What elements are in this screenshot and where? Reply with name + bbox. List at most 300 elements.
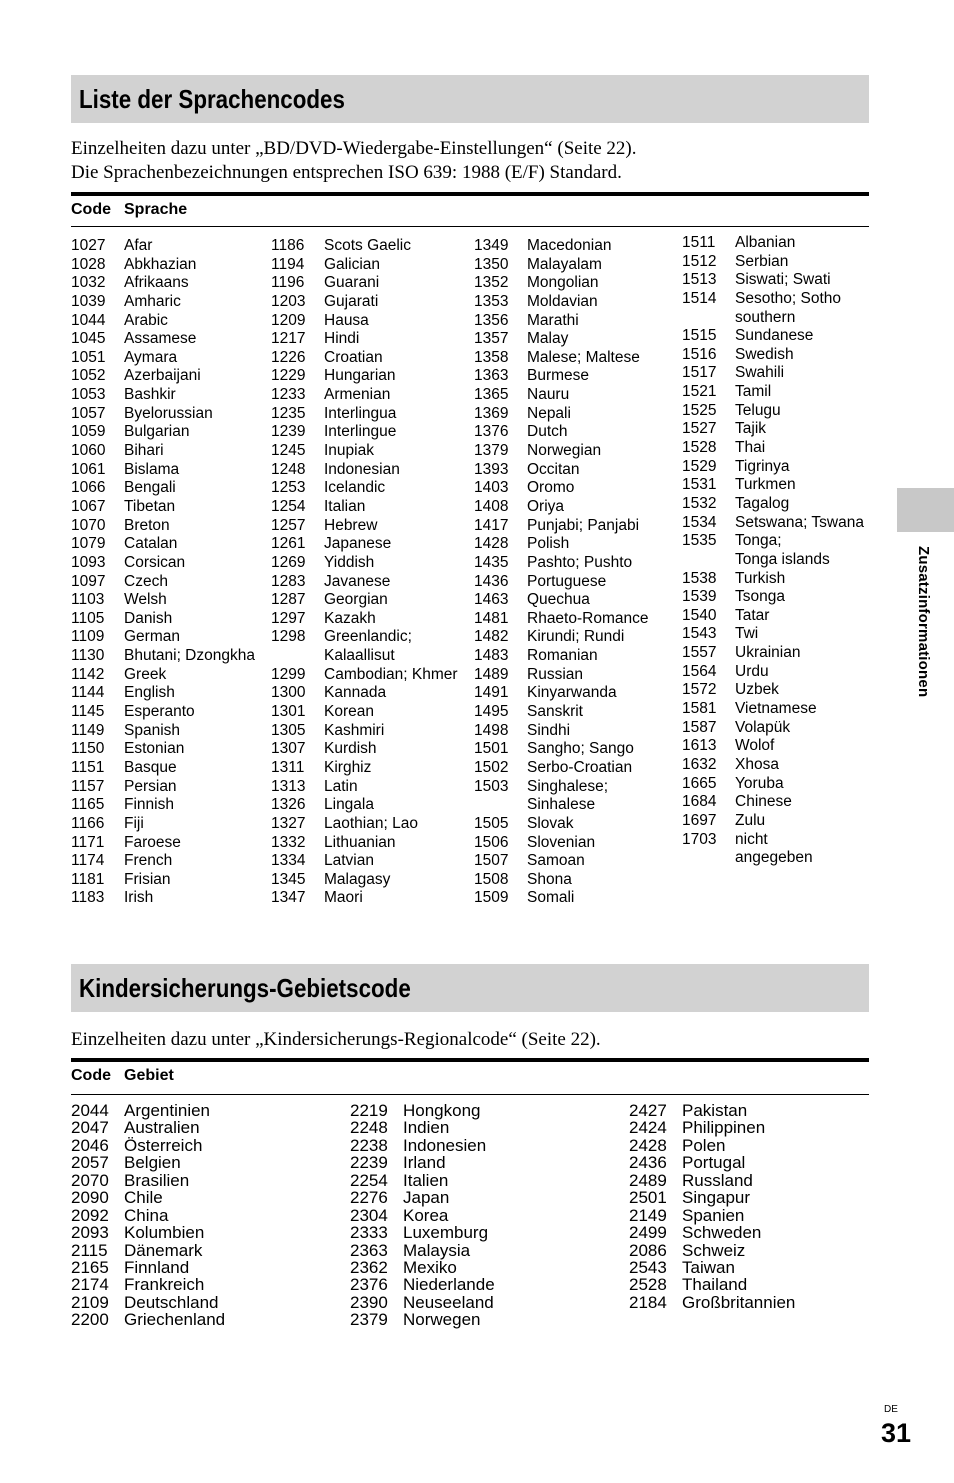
code-cell: 1327	[271, 814, 306, 832]
code-cell: 1287	[271, 591, 306, 609]
code-cell: 2276	[350, 1188, 388, 1208]
code-cell: 1501	[474, 740, 509, 758]
name-cell: Breton	[124, 516, 170, 534]
code-cell: 1514	[682, 289, 717, 307]
name-cell: Aymara	[124, 348, 178, 366]
code-cell: 1311	[271, 758, 305, 776]
name-cell: Tibetan	[124, 497, 176, 515]
code-cell: 1379	[474, 442, 509, 460]
code-cell: 1535	[682, 532, 717, 550]
name-cell: Basque	[124, 758, 177, 776]
side-label	[910, 546, 932, 721]
name-cell: Slovenian	[527, 833, 596, 851]
header-region-code: Code	[71, 1067, 111, 1084]
name-cell: Greek	[124, 665, 167, 683]
code-cell: 1417	[474, 516, 509, 534]
code-cell: 1349	[474, 237, 509, 254]
name-cell: Finnland	[124, 1257, 190, 1277]
code-cell: 1059	[71, 423, 106, 441]
name-cell: Marathi	[527, 311, 579, 329]
name-cell: Brasilien	[124, 1170, 190, 1190]
name-cell: Kinyarwanda	[527, 684, 617, 702]
section-title-region-codes: Kindersicherungs-Gebietscode	[79, 973, 411, 1003]
code-cell: 2070	[71, 1170, 109, 1190]
code-cell: 1506	[474, 833, 509, 851]
name-cell: Singhalese;	[527, 777, 609, 795]
code-cell: 1196	[271, 274, 305, 292]
code-cell: 1261	[271, 535, 306, 553]
code-cell: 1028	[71, 255, 106, 273]
intro-text-region: Einzelheiten dazu unter „Kindersicherungs-Regionalcode“ (Seite 22).	[71, 1029, 601, 1050]
code-cell: 1145	[71, 703, 105, 721]
code-cell: 2543	[629, 1257, 667, 1277]
code-cell: 1507	[474, 852, 509, 870]
name-cell: Hebrew	[324, 516, 378, 534]
code-cell: 1235	[271, 404, 306, 422]
code-cell: 2200	[71, 1310, 109, 1330]
code-cell: 1313	[271, 777, 306, 795]
code-cell: 2362	[350, 1257, 388, 1277]
name-cell: Serbian	[735, 252, 789, 270]
name-cell: Griechenland	[124, 1310, 226, 1330]
name-cell: Russian	[527, 665, 583, 683]
name-cell: Icelandic	[324, 479, 386, 497]
name-cell: Korea	[403, 1205, 449, 1225]
code-cell: 1334	[271, 852, 306, 870]
code-cell: 1539	[682, 588, 717, 606]
code-cell: 1350	[474, 255, 509, 273]
code-cell: 1257	[271, 516, 306, 534]
name-cell: Indonesien	[403, 1135, 487, 1155]
name-cell: Tamil	[735, 383, 772, 401]
code-cell: 1045	[71, 330, 106, 348]
code-cell: 1149	[71, 721, 105, 739]
code-cell: 1572	[682, 681, 717, 699]
name-cell: Portugal	[682, 1153, 746, 1173]
code-cell: 2115	[71, 1240, 108, 1260]
code-cell: 1093	[71, 553, 106, 571]
section-banner-language-codes	[71, 75, 869, 123]
name-cell: Tsonga	[735, 588, 785, 606]
code-cell: 1053	[71, 386, 106, 404]
code-cell: 1521	[682, 383, 717, 401]
name-cell: Xhosa	[735, 755, 779, 773]
name-cell: Interlingue	[324, 423, 397, 441]
code-cell: 1489	[474, 665, 509, 683]
code-cell: 1217	[271, 330, 306, 348]
code-cell: 2428	[629, 1135, 667, 1155]
name-cell: Armenian	[324, 386, 391, 404]
code-cell: 2239	[350, 1153, 388, 1173]
name-cell: southern	[735, 308, 796, 326]
name-cell: Niederlande	[403, 1275, 495, 1295]
code-cell: 1245	[271, 442, 306, 460]
code-cell: 1403	[474, 479, 509, 497]
name-cell: Sesotho; Sotho	[735, 289, 841, 307]
page-number: 31	[881, 1418, 912, 1448]
name-cell: Rhaeto-Romance	[527, 609, 649, 627]
code-cell: 2109	[71, 1292, 109, 1312]
name-cell: Assamese	[124, 330, 197, 348]
name-cell: Nepali	[527, 404, 571, 422]
name-cell: Albanian	[735, 234, 796, 251]
code-cell: 1332	[271, 833, 306, 851]
name-cell: Thailand	[682, 1275, 748, 1295]
code-cell: 1613	[682, 737, 717, 755]
code-cell: 1538	[682, 569, 717, 587]
code-cell: 1174	[71, 852, 105, 870]
code-cell: 2304	[350, 1205, 388, 1225]
name-cell: Quechua	[527, 591, 590, 609]
code-cell: 1299	[271, 665, 306, 683]
code-cell: 1697	[682, 811, 717, 829]
name-cell: Frisian	[124, 870, 171, 888]
code-cell: 1150	[71, 740, 105, 758]
name-cell: Slovak	[527, 814, 574, 832]
code-cell: 1253	[271, 479, 306, 497]
code-cell: 2254	[350, 1170, 388, 1190]
code-cell: 1393	[474, 460, 509, 478]
code-cell: 1166	[71, 814, 105, 832]
name-cell: Pakistan	[682, 1101, 748, 1120]
name-cell: Korean	[324, 703, 374, 721]
code-cell: 1564	[682, 662, 717, 680]
name-cell: Esperanto	[124, 703, 195, 721]
name-cell: Bihari	[124, 442, 164, 460]
name-cell: Sinhalese	[527, 796, 596, 814]
name-cell: Czech	[124, 572, 168, 590]
name-cell: Guarani	[324, 274, 380, 292]
code-cell: 1248	[271, 460, 306, 478]
code-cell: 1209	[271, 311, 306, 329]
name-cell: Indonesian	[324, 460, 400, 478]
code-cell: 1515	[682, 327, 717, 345]
name-cell: Scots Gaelic	[324, 237, 412, 254]
code-cell: 1283	[271, 572, 306, 590]
code-cell: 1103	[71, 591, 105, 609]
code-cell: 1703	[682, 830, 717, 848]
code-cell: 1408	[474, 497, 509, 515]
name-cell: Dutch	[527, 423, 568, 441]
code-cell: 1436	[474, 572, 509, 590]
code-cell: 2165	[71, 1257, 109, 1277]
code-cell: 2248	[350, 1118, 388, 1138]
name-cell: Lingala	[324, 796, 374, 814]
name-cell: Burmese	[527, 367, 590, 385]
name-cell: Byelorussian	[124, 404, 213, 422]
code-cell: 1503	[474, 777, 509, 795]
name-cell: Hongkong	[403, 1101, 481, 1120]
name-cell: Catalan	[124, 535, 178, 553]
name-cell: Taiwan	[682, 1257, 735, 1277]
code-cell: 1428	[474, 535, 509, 553]
code-cell: 1067	[71, 497, 106, 515]
name-cell: Galician	[324, 255, 380, 273]
name-cell: Malaysia	[403, 1240, 471, 1260]
name-cell: Setswana; Tswana	[735, 513, 864, 531]
name-cell: Philippinen	[682, 1118, 766, 1138]
name-cell: Bashkir	[124, 386, 176, 404]
name-cell: French	[124, 852, 173, 870]
name-cell: Luxemburg	[403, 1223, 489, 1243]
name-cell: Sanskrit	[527, 703, 583, 721]
name-cell: Serbo-Croatian	[527, 758, 633, 776]
code-cell: 1044	[71, 311, 106, 329]
code-cell: 1130	[71, 647, 105, 665]
code-cell: 1435	[474, 553, 509, 571]
name-cell: Ukrainian	[735, 644, 801, 662]
code-cell: 1157	[71, 777, 105, 795]
code-cell: 1534	[682, 513, 717, 531]
code-cell: 2044	[71, 1101, 109, 1120]
name-cell: German	[124, 628, 180, 646]
name-cell: angegeben	[735, 849, 813, 867]
name-cell: Irland	[403, 1153, 446, 1173]
code-cell: 2376	[350, 1275, 388, 1295]
code-cell: 2057	[71, 1153, 109, 1173]
code-cell: 2390	[350, 1292, 388, 1312]
code-cell: 1513	[682, 271, 717, 289]
name-cell: Shona	[527, 870, 572, 888]
code-cell: 1171	[71, 833, 105, 851]
code-cell: 1509	[474, 889, 509, 907]
code-cell: 1543	[682, 625, 717, 643]
name-cell: Finnish	[124, 796, 174, 814]
name-cell: Turkmen	[735, 476, 796, 494]
name-cell: English	[124, 684, 175, 702]
name-cell: Amharic	[124, 292, 181, 310]
name-cell: Lithuanian	[324, 833, 396, 851]
name-cell: Somali	[527, 889, 575, 907]
code-cell: 1352	[474, 274, 509, 292]
code-cell: 1365	[474, 386, 509, 404]
code-cell: 2379	[350, 1310, 388, 1330]
code-cell: 1491	[474, 684, 509, 702]
name-cell: Großbritannien	[682, 1292, 796, 1312]
table-top-rule	[71, 192, 869, 196]
code-cell: 1307	[271, 740, 306, 758]
name-cell: Romanian	[527, 647, 598, 665]
code-cell: 1557	[682, 644, 717, 662]
name-cell: Spanien	[682, 1205, 745, 1225]
name-cell: Portuguese	[527, 572, 607, 590]
code-cell: 2489	[629, 1170, 667, 1190]
code-cell: 1587	[682, 718, 717, 736]
code-cell: 1070	[71, 516, 106, 534]
name-cell: Russland	[682, 1170, 753, 1190]
region-table-top-rule	[71, 1058, 869, 1062]
code-cell: 1142	[71, 665, 105, 683]
name-cell: Hungarian	[324, 367, 396, 385]
name-cell: Urdu	[735, 662, 769, 680]
name-cell: Dänemark	[124, 1240, 203, 1260]
name-cell: Kirghiz	[324, 758, 372, 776]
name-cell: Twi	[735, 625, 759, 643]
code-cell: 1105	[71, 609, 105, 627]
code-cell: 2149	[629, 1205, 667, 1225]
code-cell: 1326	[271, 796, 306, 814]
name-cell: Kolumbien	[124, 1223, 205, 1243]
name-cell: Tonga;	[735, 532, 782, 550]
name-cell: Thai	[735, 439, 766, 457]
code-cell: 1665	[682, 774, 717, 792]
code-cell: 2436	[629, 1153, 667, 1173]
name-cell: Corsican	[124, 553, 186, 571]
name-cell: Afar	[124, 237, 153, 254]
name-cell: Nauru	[527, 386, 570, 404]
name-cell: Japanese	[324, 535, 392, 553]
name-cell: Vietnamese	[735, 700, 817, 718]
name-cell: Mongolian	[527, 274, 599, 292]
side-tab-marker	[897, 488, 954, 532]
code-cell: 1353	[474, 292, 509, 310]
code-cell: 1061	[71, 460, 106, 478]
name-cell: Polen	[682, 1135, 726, 1155]
code-cell: 1525	[682, 401, 717, 419]
name-cell: Malese; Maltese	[527, 348, 640, 366]
name-cell: Sindhi	[527, 721, 571, 739]
code-cell: 1482	[474, 628, 509, 646]
code-cell: 1481	[474, 609, 509, 627]
name-cell: Österreich	[124, 1135, 203, 1155]
name-cell: Maori	[324, 889, 363, 907]
code-cell: 1269	[271, 553, 306, 571]
name-cell: Bhutani; Dzongkha	[124, 647, 255, 665]
name-cell: Arabic	[124, 311, 168, 329]
name-cell: Pashto; Pushto	[527, 553, 633, 571]
name-cell: Kannada	[324, 684, 387, 702]
name-cell: Indien	[403, 1118, 450, 1138]
code-cell: 1358	[474, 348, 509, 366]
name-cell: Georgian	[324, 591, 388, 609]
code-cell: 1527	[682, 420, 717, 438]
name-cell: Kalaallisut	[324, 647, 395, 665]
name-cell: Latvian	[324, 852, 374, 870]
code-cell: 1495	[474, 703, 509, 721]
code-cell: 2046	[71, 1135, 109, 1155]
code-cell: 1505	[474, 814, 509, 832]
name-cell: Schweiz	[682, 1240, 746, 1260]
header-language: Sprache	[124, 201, 188, 218]
code-cell: 1356	[474, 311, 509, 329]
name-cell: Yoruba	[735, 774, 784, 792]
name-cell: Malagasy	[324, 870, 391, 888]
name-cell: Fiji	[124, 814, 144, 832]
name-cell: Argentinien	[124, 1101, 211, 1120]
page-language: DE	[884, 1404, 898, 1415]
code-cell: 2427	[629, 1101, 667, 1120]
name-cell: China	[124, 1205, 169, 1225]
code-cell: 2238	[350, 1135, 388, 1155]
code-cell: 1109	[71, 628, 105, 646]
header-code: Code	[71, 201, 111, 218]
code-cell: 1516	[682, 345, 717, 363]
code-cell: 1511	[682, 234, 716, 251]
name-cell: Uzbek	[735, 681, 779, 699]
name-cell: Australien	[124, 1118, 200, 1138]
code-cell: 1532	[682, 494, 717, 512]
name-cell: Kurdish	[324, 740, 377, 758]
name-cell: nicht	[735, 830, 768, 848]
name-cell: Tajik	[735, 420, 767, 438]
header-region: Gebiet	[124, 1067, 174, 1084]
side-label-text: Zusatzinformationen	[915, 546, 932, 698]
header-rule	[71, 226, 869, 227]
section-title-language-codes: Liste der Sprachencodes	[79, 84, 345, 114]
name-cell: Norwegian	[527, 442, 602, 460]
code-cell: 1581	[682, 700, 717, 718]
name-cell: Yiddish	[324, 553, 375, 571]
name-cell: Tonga islands	[735, 550, 830, 568]
code-cell: 1498	[474, 721, 509, 739]
name-cell: Zulu	[735, 811, 766, 829]
code-cell: 2184	[629, 1292, 667, 1312]
code-cell: 1363	[474, 367, 509, 385]
code-cell: 1529	[682, 457, 717, 475]
code-cell: 1183	[71, 889, 105, 907]
name-cell: Macedonian	[527, 237, 612, 254]
code-cell: 2501	[629, 1188, 667, 1208]
code-cell: 1151	[71, 758, 105, 776]
code-cell: 1039	[71, 292, 106, 310]
name-cell: Samoan	[527, 852, 585, 870]
code-cell: 1165	[71, 796, 105, 814]
intro-text-language-1: Einzelheiten dazu unter „BD/DVD-Wiedergabe-Einstellungen“ (Seite 22).	[71, 138, 637, 159]
code-cell: 1483	[474, 647, 509, 665]
code-cell: 2219	[350, 1101, 388, 1120]
code-cell: 1181	[71, 870, 105, 888]
code-cell: 2047	[71, 1118, 109, 1138]
name-cell: Norwegen	[403, 1310, 481, 1330]
name-cell: Bulgarian	[124, 423, 190, 441]
name-cell: Bengali	[124, 479, 176, 497]
name-cell: Laothian; Lao	[324, 814, 418, 832]
code-cell: 1540	[682, 606, 717, 624]
name-cell: Japan	[403, 1188, 450, 1208]
code-cell: 1301	[271, 703, 306, 721]
name-cell: Tatar	[735, 606, 770, 624]
name-cell: Turkish	[735, 569, 786, 587]
code-cell: 1297	[271, 609, 306, 627]
code-cell: 2499	[629, 1223, 667, 1243]
name-cell: Schweden	[682, 1223, 762, 1243]
code-cell: 1060	[71, 442, 106, 460]
code-cell: 1684	[682, 793, 717, 811]
name-cell: Faroese	[124, 833, 181, 851]
name-cell: Cambodian; Khmer	[324, 665, 458, 683]
code-cell: 2528	[629, 1275, 667, 1295]
code-cell: 1254	[271, 497, 306, 515]
code-cell: 2363	[350, 1240, 388, 1260]
name-cell: Greenlandic;	[324, 628, 412, 646]
name-cell: Telugu	[735, 401, 781, 419]
name-cell: Moldavian	[527, 292, 598, 310]
code-cell: 1057	[71, 404, 106, 422]
code-cell: 1632	[682, 755, 717, 773]
name-cell: Siswati; Swati	[735, 271, 831, 289]
name-cell: Italian	[324, 497, 366, 515]
name-cell: Irish	[124, 889, 154, 907]
name-cell: Oromo	[527, 479, 575, 497]
name-cell: Hausa	[324, 311, 369, 329]
code-cell: 1376	[474, 423, 509, 441]
code-cell: 1357	[474, 330, 509, 348]
code-cell: 1300	[271, 684, 306, 702]
name-cell: Kashmiri	[324, 721, 385, 739]
code-cell: 2333	[350, 1223, 388, 1243]
code-cell: 1347	[271, 889, 306, 907]
name-cell: Tagalog	[735, 494, 790, 512]
